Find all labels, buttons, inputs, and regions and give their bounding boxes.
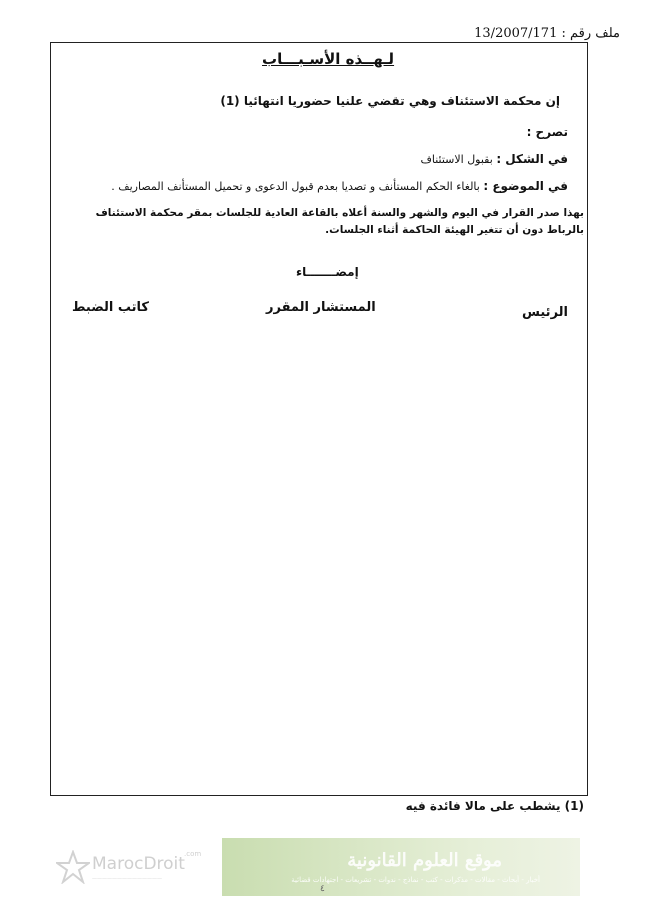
declares-label: تصرح :	[526, 125, 568, 139]
section-heading: لـهــذه الأسـبـــاب	[262, 50, 395, 68]
footnote: (1) يشطب على مالا فائدة فيه	[405, 799, 584, 813]
banner-title: موقع العلوم القانونية	[347, 850, 502, 871]
signature-rapporteur: المستشار المقرر	[266, 300, 376, 315]
form-label: في الشكل :	[496, 152, 568, 166]
ruling-intro: إن محكمة الاستئناف وهي تقضي علنيا حضوريا انتهائيا (1)	[220, 94, 560, 108]
merits-ruling	[111, 179, 568, 193]
page-number: ٤	[320, 884, 325, 894]
signature-clerk: كاتب الضبط	[72, 300, 149, 315]
logo-name: MarocDroit	[92, 854, 185, 874]
merits-text: بالغاء الحكم المستأنف و تصديا بعدم قبول الدعوى و تحميل المستأنف المصاريف .	[111, 180, 480, 193]
marocdroit-logo	[56, 846, 216, 890]
signatures-title: إمضـــــــاء	[296, 265, 359, 279]
banner-subtitle: أخبار - أبحاث - مقالات - مذكرات - كتب - نماذج - ندوات - تشريعات - اجتهادات قضائية	[291, 876, 540, 884]
logo-tagline: ——————————————	[92, 876, 162, 882]
closing-line-1: بهذا صدر القرار في اليوم والشهر والسنة أعلاه بالقاعة العادية للجلسات بمقر محكمة الاستئناف	[95, 207, 584, 219]
merits-label: في الموضوع :	[483, 179, 568, 193]
signature-president: الرئيس	[522, 305, 568, 320]
form-text: بقبول الاستئناف	[420, 153, 493, 166]
file-reference: ملف رقم : 13/2007/171	[474, 26, 620, 41]
form-ruling	[420, 152, 568, 166]
watermark-banner	[222, 838, 580, 896]
closing-line-2: بالرباط دون أن تتغير الهيئة الحاكمة أثناء الجلسات.	[325, 224, 584, 236]
star-icon	[56, 850, 90, 884]
logo-com: .com	[184, 850, 202, 858]
